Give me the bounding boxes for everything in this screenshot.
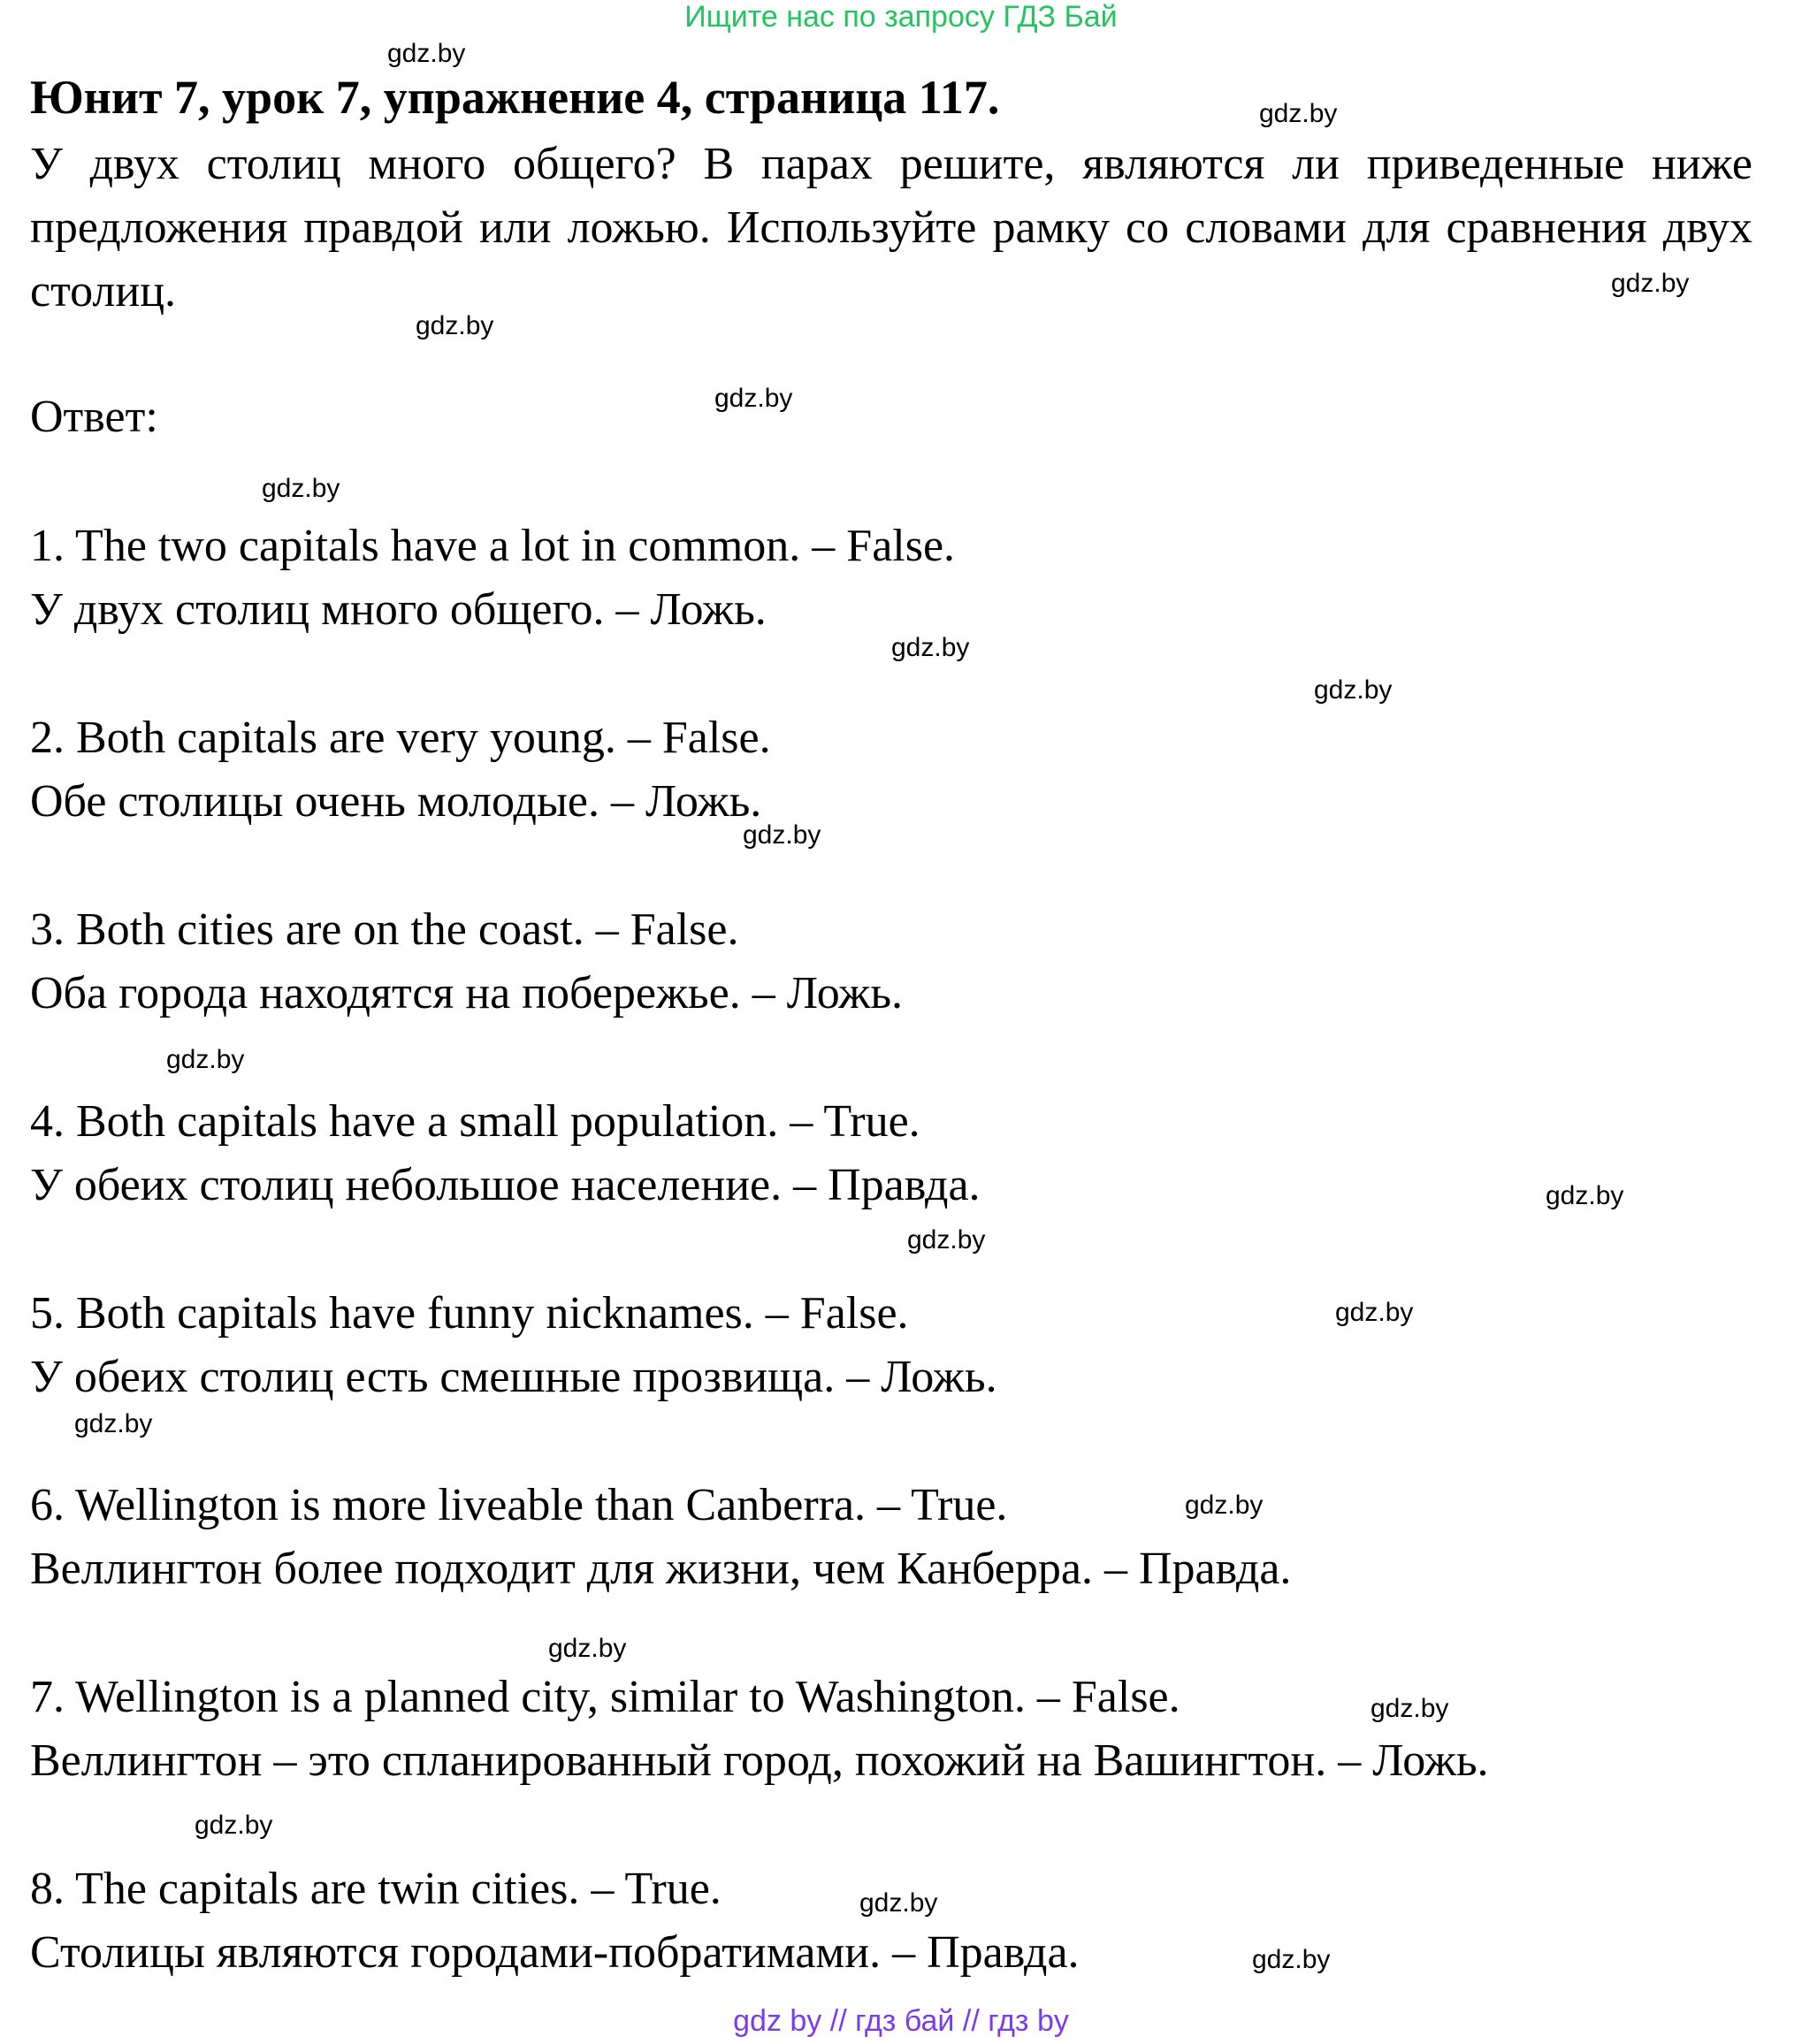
watermark: gdz.by (1611, 269, 1690, 298)
watermark: gdz.by (1314, 675, 1393, 705)
watermark: gdz.by (262, 474, 340, 503)
watermark: gdz.by (1185, 1491, 1264, 1520)
watermark: gdz.by (1546, 1181, 1624, 1210)
answer-item-4-ru: У обеих столиц небольшое население. – Правда. (30, 1160, 981, 1210)
answer-item-1-en: 1. The two capitals have a lot in common. – False. (30, 521, 956, 571)
watermark: gdz.by (907, 1225, 986, 1255)
task-text: У двух столиц много общего? В парах решите, являются ли приведенные ниже предложения правдой или ложью. Используйте рамку со словами для сравнения двух столиц. (30, 139, 1752, 317)
answer-item-8-ru: Столицы являются городами-побратимами. – Правда. (30, 1927, 1080, 1978)
watermark: gdz.by (1252, 1945, 1331, 1974)
answer-item-6-en: 6. Wellington is more liveable than Canberra. – True. (30, 1480, 1008, 1530)
watermark: gdz.by (859, 1888, 938, 1918)
answer-item-8-en: 8. The capitals are twin cities. – True. (30, 1864, 722, 1914)
answer-item-4-en: 4. Both capitals have a small population. – True. (30, 1096, 920, 1147)
answer-item-2-ru: Обе столицы очень молодые. – Ложь. (30, 776, 762, 827)
top-banner: Ищите нас по запросу ГДЗ Бай (684, 0, 1118, 34)
watermark: gdz.by (1335, 1298, 1414, 1327)
watermark: gdz.by (743, 820, 821, 850)
answer-item-7-en: 7. Wellington is a planned city, similar to Washington. – False. (30, 1672, 1180, 1722)
answer-item-7-ru: Веллингтон – это спланированный город, похожий на Вашингтон. – Ложь. (30, 1735, 1489, 1786)
watermark: gdz.by (714, 384, 793, 413)
watermark: gdz.by (548, 1634, 627, 1663)
watermark: gdz.by (891, 633, 970, 662)
watermark: gdz.by (387, 39, 466, 68)
answer-item-5-ru: У обеих столиц есть смешные прозвища. – Ложь. (30, 1352, 997, 1402)
answer-item-5-en: 5. Both capitals have funny nicknames. – False. (30, 1288, 909, 1339)
answer-item-2-en: 2. Both capitals are very young. – False. (30, 713, 771, 763)
exercise-title: Юнит 7, урок 7, упражнение 4, страница 117. (30, 71, 1000, 124)
watermark: gdz.by (1371, 1694, 1449, 1723)
watermark: gdz.by (416, 311, 494, 340)
answer-item-1-ru: У двух столиц много общего. – Ложь. (30, 584, 767, 635)
answer-item-3-en: 3. Both cities are on the coast. – False. (30, 904, 739, 955)
watermark: gdz.by (1259, 99, 1338, 128)
watermark: gdz.by (166, 1045, 245, 1074)
answer-item-6-ru: Веллингтон более подходит для жизни, чем Канберра. – Правда. (30, 1544, 1292, 1594)
answer-label: Ответ: (30, 392, 158, 442)
answer-item-3-ru: Оба города находятся на побережье. – Ложь. (30, 968, 904, 1018)
footer-watermark: gdz by // гдз бай // гдз by (733, 2004, 1069, 2038)
watermark: gdz.by (74, 1409, 153, 1438)
watermark: gdz.by (195, 1811, 273, 1840)
